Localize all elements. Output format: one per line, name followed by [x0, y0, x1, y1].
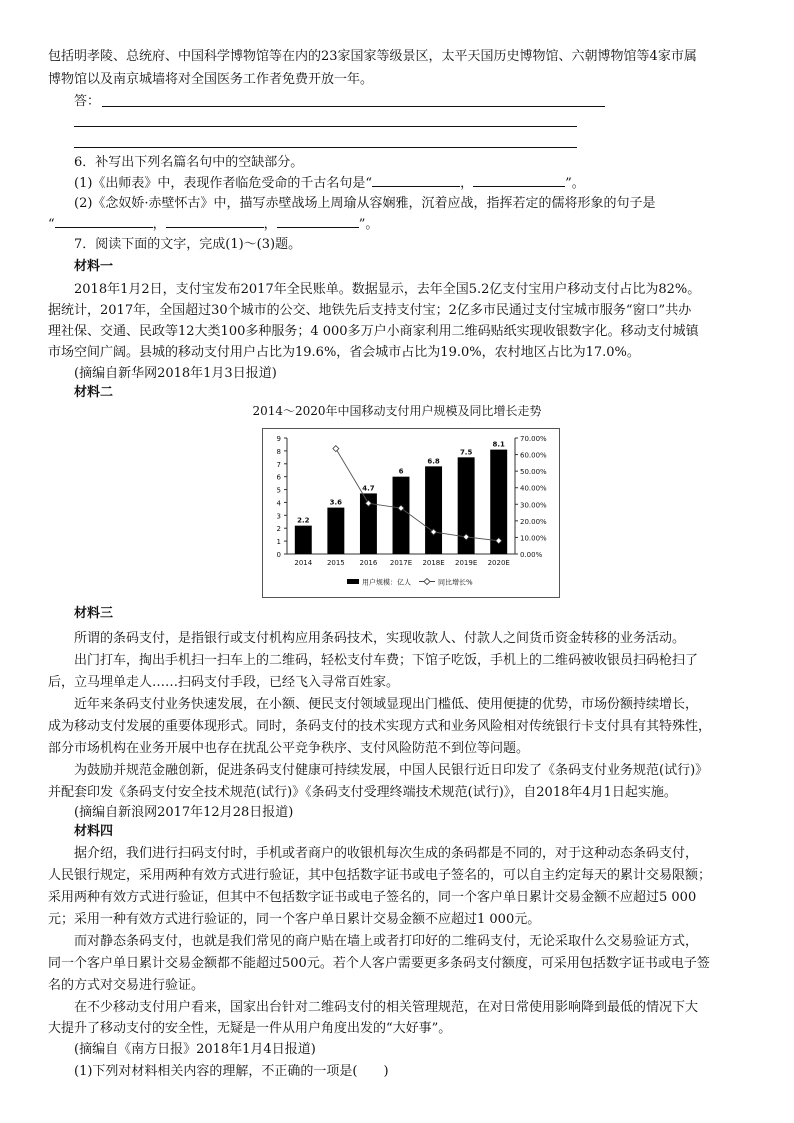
y-right-tick-label: 40.00%: [520, 484, 547, 493]
text-line: 包括明孝陵、总统府、中国科学博物馆等在内的23家国家等级景区，太平天国历史博物馆、六朝博物馆等4家市属: [48, 49, 697, 64]
y-left-tick-label: 8: [276, 447, 281, 456]
question-7-1: (1)下列对材料相关内容的理解，不正确的一项是( ): [74, 1064, 389, 1079]
q6-2-sep: ，: [152, 217, 166, 232]
text-line: 部分市场机构在业务开展中也存在扰乱公平竞争秩序、支付风险防范不到位等问题。: [48, 741, 530, 756]
bar-data-label: 6: [398, 467, 404, 476]
bar-data-label: 6.8: [427, 457, 440, 466]
text-line: 并配套印发《条码支付安全技术规范(试行)》《条码支付受理终端技术规范(试行)》，自2018年4月1日起实施。: [48, 785, 677, 800]
bar-data-label: 3.6: [329, 498, 343, 507]
y-left-tick-label: 1: [276, 538, 281, 547]
source-line: (摘编自新华网2018年1月3日报道): [74, 366, 277, 381]
material-4-heading: 材料四: [74, 824, 114, 839]
y-right-tick-label: 50.00%: [520, 468, 547, 477]
source-line: (摘编自《南方日报》2018年1月4日报道): [74, 1042, 316, 1057]
x-tick-label: 2019E: [455, 559, 478, 567]
text-line: 出门打车，掏出手机扫一扫车上的二维码，轻松支付车费；下馆子吃饭，手机上的二维码被收银员扫码枪扫了: [74, 653, 699, 668]
text-line: 在不少移动支付用户看来，国家出台针对二维码支付的相关管理规范，在对日常使用影响降到最低的情况下大: [74, 1000, 699, 1015]
x-tick-label: 2020E: [487, 559, 510, 567]
y-right-tick-label: 60.00%: [520, 451, 547, 460]
question-6: 6．补写出下列名篇名句中的空缺部分。: [74, 155, 304, 170]
legend-line-marker: [424, 579, 430, 585]
y-left-tick-label: 7: [276, 460, 281, 469]
y-right-tick-label: 70.00%: [520, 435, 547, 443]
text-line: 为鼓励并规范金融创新，促进条码支付健康可持续发展，中国人民银行近日印发了《条码支付业务规范(试行)》: [74, 763, 709, 778]
text-line: 成为移动支付发展的重要体现形式。同时，条码支付的技术实现方式和业务风险相对传统银行卡支付具有其特殊性，: [48, 719, 712, 734]
bar: [425, 466, 442, 554]
q6-1-text: (1)《出师表》中，表现作者临危受命的千古名句是“: [74, 176, 373, 191]
fill-blank: [166, 215, 264, 228]
growth-marker: [333, 446, 339, 452]
q6-2-sep: ，: [263, 217, 277, 232]
text-line: 人民银行规定，采用两种有效方式进行验证，其中包括数字证书或电子签名的，可以自主约定每天的累计交易限额；: [48, 868, 712, 883]
text-line: 据介绍，我们进行扫码支付时，手机或者商户的收银机每次生成的条码都是不同的，对于这种动态条码支付，: [74, 846, 699, 861]
chart-frame: [262, 428, 560, 598]
question-6-2: (2)《念奴娇·赤壁怀古》中，描写赤壁战场上周瑜从容娴雅，沉着应战，指挥若定的儒将形象的句子是: [74, 196, 656, 211]
x-tick-label: 2014: [294, 559, 313, 567]
x-tick-label: 2015: [326, 559, 345, 567]
text-line: 市场空间广阔。县城的移动支付用户占比为19.6%，省会城市占比为19.0%，农村地区占比为17.0%。: [48, 345, 640, 360]
y-left-tick-label: 3: [276, 512, 281, 521]
text-line: 同一个客户单日累计交易金额都不能超过500元。若个人客户需要更多条码支付额度，可采用包括数字证书或电子签: [48, 956, 710, 971]
text-line: 理社保、交通、民政等12大类100多种服务；4 000多万户小商家利用二维码贴纸实现收银数字化。移动支付城镇: [48, 324, 699, 339]
q6-1-sep: ，: [460, 176, 474, 191]
y-left-tick-label: 0: [276, 551, 281, 559]
bar-data-label: 7.5: [459, 448, 473, 457]
x-tick-label: 2016: [359, 559, 378, 567]
legend-bar-swatch: [347, 579, 359, 584]
bar: [327, 508, 344, 554]
q6-2-open: “: [48, 217, 55, 232]
fill-blank: [372, 174, 460, 187]
y-left-tick-label: 6: [276, 473, 281, 482]
answer-line: [74, 147, 577, 148]
q6-2-end: ”。: [358, 217, 379, 232]
y-left-tick-label: 9: [276, 435, 281, 443]
fill-blank: [277, 215, 359, 228]
text-line: 据统计，2017年，全国超过30个城市的公交、地铁先后支持支付宝；2亿多市民通过支付宝城市服务“窗口”共办: [48, 303, 692, 318]
bar: [393, 477, 410, 554]
material-1-heading: 材料一: [74, 259, 114, 274]
y-right-tick-label: 10.00%: [520, 534, 547, 543]
chart: [263, 429, 559, 597]
text-line: 2018年1月2日，支付宝发布2017年全民账单。数据显示，去年全国5.2亿支付宝用户移动支付占比为82%。: [74, 282, 701, 297]
answer-line: [74, 126, 577, 127]
bar: [295, 526, 312, 554]
x-tick-label: 2017E: [389, 559, 413, 567]
answer-line: [102, 106, 605, 107]
material-3-heading: 材料三: [74, 606, 114, 621]
text-line: 采用两种有效方式进行验证，但其中不包括数字证书或电子签名的，同一个客户单日累计交易金额不应超过5 000: [48, 890, 697, 905]
y-right-tick-label: 20.00%: [520, 517, 547, 526]
y-right-tick-label: 30.00%: [520, 501, 547, 510]
y-left-tick-label: 5: [276, 486, 281, 495]
y-left-tick-label: 4: [276, 499, 281, 508]
legend-bar-label: 用户规模：亿人: [362, 578, 411, 587]
bar-data-label: 2.2: [297, 516, 310, 525]
fill-blank: [473, 174, 565, 187]
bar-data-label: 8.1: [492, 440, 505, 449]
question-6-1: [74, 174, 754, 192]
source-line: (摘编自新浪网2017年12月28日报道): [74, 805, 294, 820]
legend-line-label: 同比增长%: [438, 578, 473, 587]
chart-title: 2014～2020年中国移动支付用户规模及同比增长走势: [252, 404, 542, 418]
x-tick-label: 2018E: [422, 559, 445, 567]
bar-data-label: 4.7: [362, 484, 375, 493]
text-line: 所谓的条码支付，是指银行或支付机构应用条码技术，实现收款人、付款人之间货币资金转移的业务活动。: [74, 631, 686, 646]
text-line: 元；采用一种有效方式进行验证的，同一个客户单日累计交易金额不应超过1 000元。: [48, 912, 541, 927]
text-line: 博物馆以及南京城墙将对全国医务工作者免费开放一年。: [48, 72, 374, 87]
y-right-tick-label: 0.00%: [520, 551, 543, 559]
answer-label: 答：: [74, 94, 101, 109]
text-line: 名的方式对交易进行验证。: [48, 978, 205, 993]
text-line: 大提升了移动支付的安全性，无疑是一件从用户角度出发的“大好事”。: [48, 1021, 452, 1036]
question-6-2-blanks: [48, 215, 754, 233]
y-left-tick-label: 2: [276, 525, 281, 534]
q6-1-end: ”。: [565, 176, 585, 191]
text-line: 而对静态条码支付，也就是我们常见的商户贴在墙上或者打印好的二维码支付，无论采取什么交易验证方式，: [74, 934, 699, 949]
fill-blank: [55, 215, 153, 228]
material-2-heading: 材料二: [74, 385, 114, 400]
text-line: 近年来条码支付业务快速发展，在小额、便民支付领域显现出门槛低、使用便捷的优势，市场份额持续增长，: [74, 697, 699, 712]
question-7: 7．阅读下面的文字，完成(1)～(3)题。: [74, 237, 302, 252]
text-line: 后，立马埋单走人……扫码支付手段，已经飞入寻常百姓家。: [48, 675, 400, 690]
